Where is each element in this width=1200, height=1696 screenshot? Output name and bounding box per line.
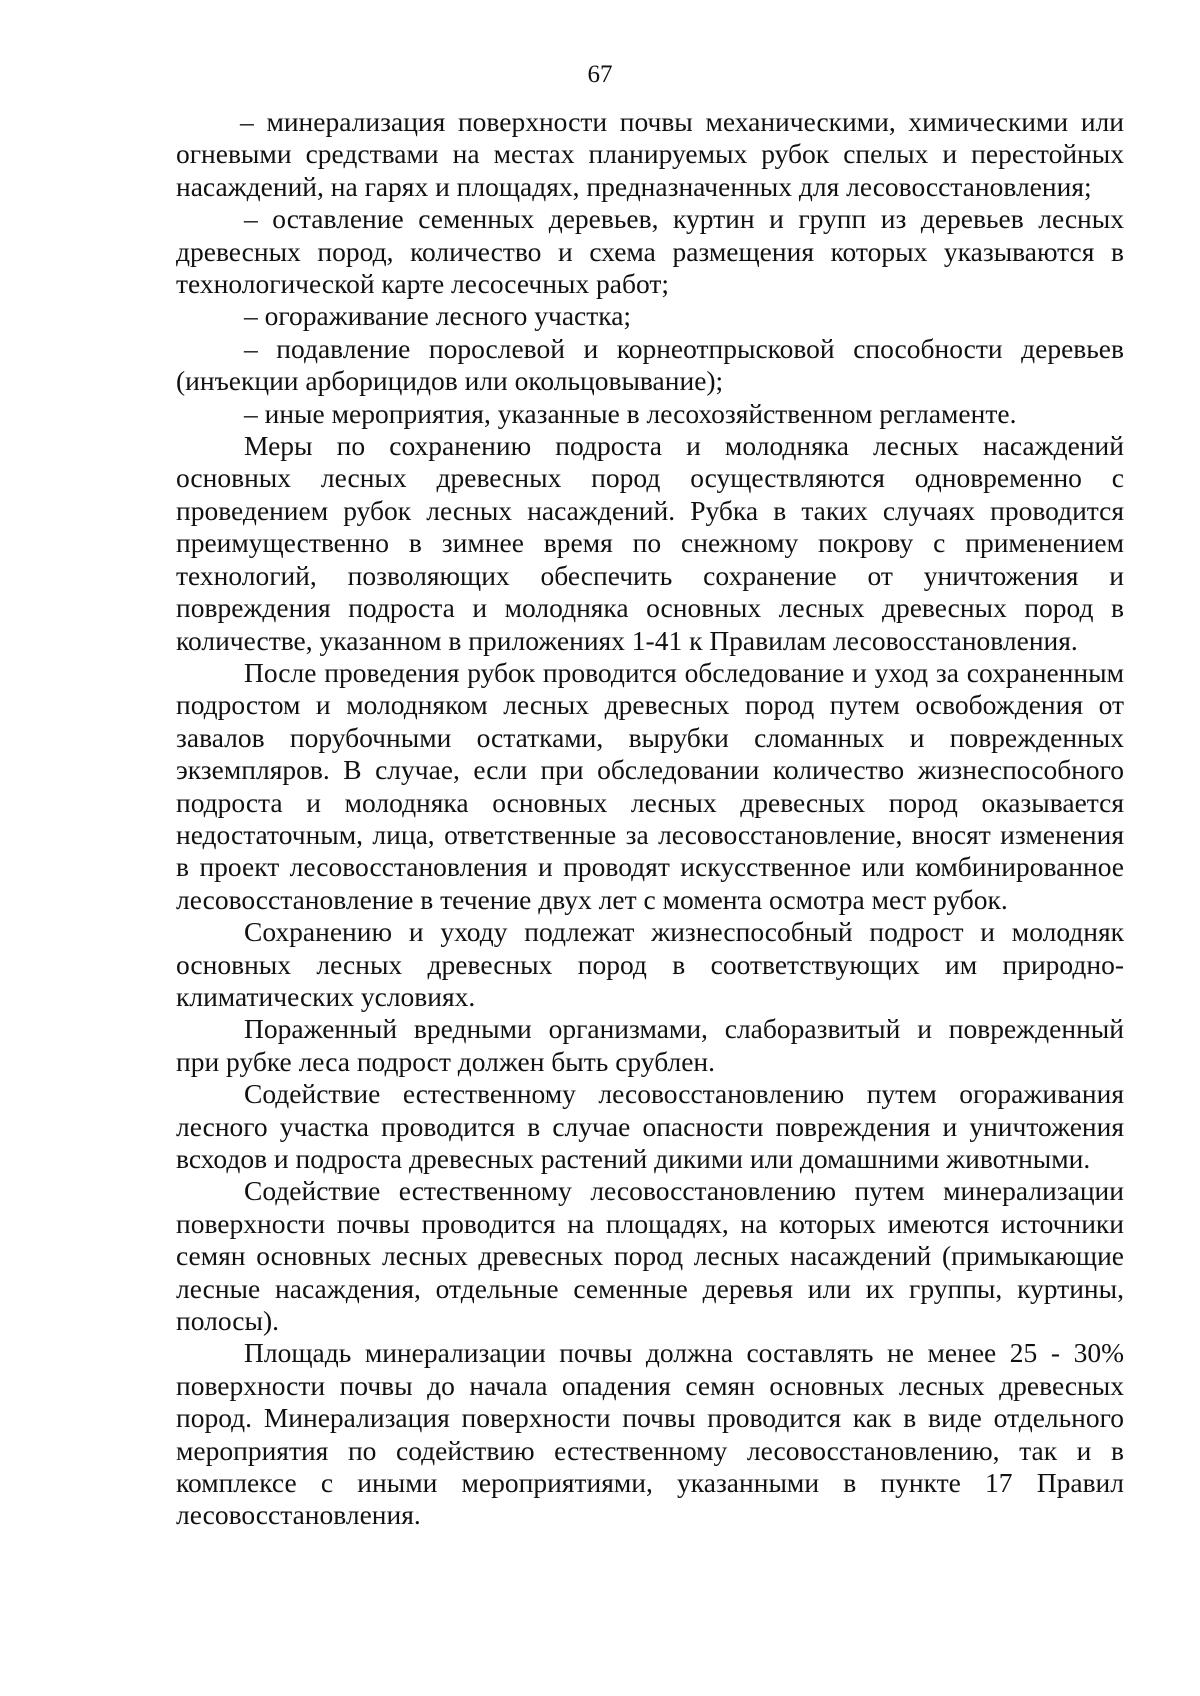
list-item-mineralization: – минерализация поверхности почвы механическими, химическими или огневыми средствами на местах планируемых рубок спелых и перестойных насаждений, на гарях и площадях, предназначенных для лесовосстановления; [176, 106, 1124, 202]
paragraph-undergrowth-preservation: Меры по сохранению подроста и молодняка лесных насаждений основных лесных древесных пород осуществляются одновременно с проведением рубок лесных насаждений. Рубка в таких случаях проводится преимущественно в зимнее время по снежному покрову с применением технологий, позволяющих обеспечить сохранение от уничтожения и повреждения подроста и молодняка основных лесных древесных пород в количестве, указанном в приложениях 1-41 к Правилам лесовосстановления. [176, 430, 1124, 656]
list-item-sprout-suppression: – подавление порослевой и корнеотпрысковой способности деревьев (инъекции арборицидов или окольцовывание); [176, 332, 1124, 397]
paragraph-mineralization-assistance: Содействие естественному лесовосстановлению путем минерализации поверхности почвы проводится на площадях, на которых имеются источники семян основных лесных древесных пород лесных насаждений (примыкающие лесные насаждения, отдельные семенные деревья или их группы, куртины, полосы). [176, 1175, 1124, 1337]
list-item-other-measures: – иные мероприятия, указанные в лесохозяйственном регламенте. [244, 397, 1017, 429]
page-number: 67 [587, 61, 613, 88]
page-body [176, 106, 1124, 1532]
list-item-seed-trees: – оставление семенных деревьев, куртин и групп из деревьев лесных древесных пород, количество и схема размещения которых указываются в технологической карте лесосечных работ; [176, 203, 1124, 300]
paragraph-viable-undergrowth: Сохранению и уходу подлежат жизнеспособный подрост и молодняк основных лесных древесных пород в соответствующих им природно-климатических условиях. [176, 916, 1124, 1012]
paragraph-post-logging-survey: После проведения рубок проводится обследование и уход за сохраненным подростом и молодняком лесных древесных пород путем освобождения от завалов порубочными остатками, вырубки сломанных и поврежденных экземпляров. В случае, если при обследовании количество жизнеспособного подроста и молодняка основных лесных древесных пород оказывается недостаточным, лица, ответственные за лесовосстановление, вносят изменения в проект лесовосстановления и проводят искусственное или комбинированное лесовосстановление в течение двух лет с момента осмотра мест рубок. [176, 656, 1124, 915]
list-item-fencing: – огораживание лесного участка; [244, 300, 632, 332]
paragraph-fencing-assistance: Содействие естественному лесовосстановлению путем огораживания лесного участка проводится в случае опасности повреждения и уничтожения всходов и подроста древесных растений дикими или домашними животными. [176, 1078, 1124, 1174]
paragraph-damaged-undergrowth: Пораженный вредными организмами, слаборазвитый и поврежденный при рубке леса подрост должен быть срублен. [176, 1013, 1124, 1077]
paragraph-mineralization-area: Площадь минерализации почвы должна составлять не менее 25 - 30% поверхности почвы до начала опадения семян основных лесных древесных пород. Минерализация поверхности почвы проводится как в виде отдельного мероприятия по содействию естественному лесовосстановлению, так и в комплексе с иными мероприятиями, указанными в пункте 17 Правил лесовосстановления. [176, 1337, 1124, 1531]
